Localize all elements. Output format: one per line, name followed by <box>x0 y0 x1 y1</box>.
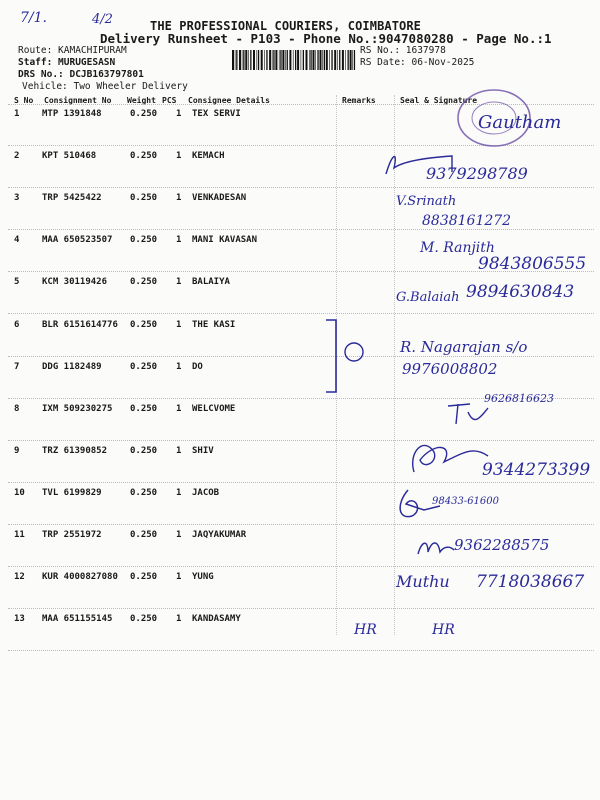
row-weight: 0.250 <box>130 319 158 330</box>
signature-row-3: V.Srinath <box>396 194 457 209</box>
rs-no-field: RS No.: 1637978 <box>360 45 446 56</box>
row-divider <box>8 440 594 441</box>
row-consignment-no: MTP 1391848 <box>42 109 102 119</box>
row-pcs: 1 <box>176 487 182 498</box>
signature-scribble-row-9 <box>404 432 494 478</box>
route-field: Route: KAMACHIPURAM <box>18 45 127 56</box>
row-pcs: 1 <box>176 235 182 246</box>
row-consignee: JACOB <box>192 487 220 498</box>
row-weight: 0.250 <box>130 277 158 288</box>
col-header-sno: S No <box>14 96 34 105</box>
row-consignee: TEX SERVI <box>192 109 241 119</box>
row-weight: 0.250 <box>130 193 158 204</box>
signature-row-13: HR <box>432 622 455 638</box>
row-sno: 10 <box>14 487 25 498</box>
signature-row-12: Muthu <box>396 572 450 591</box>
row-consignee: VENKADESAN <box>192 193 247 204</box>
row-divider <box>8 313 594 314</box>
phone-row-11: 9362288575 <box>454 536 550 554</box>
row-pcs: 1 <box>176 109 182 119</box>
row-pcs: 1 <box>176 151 182 162</box>
row-pcs: 1 <box>176 572 182 583</box>
row-consignment-no: BLR 6151614776 <box>42 319 118 330</box>
row-sno: 4 <box>14 235 20 246</box>
row-consignee: JAQYAKUMAR <box>192 530 247 540</box>
row-sno: 2 <box>14 151 20 162</box>
row-weight: 0.250 <box>130 109 158 119</box>
row-weight: 0.250 <box>130 614 158 625</box>
row-weight: 0.250 <box>130 572 158 583</box>
row-divider <box>8 187 594 188</box>
phone-row-2: 9379298789 <box>426 164 528 183</box>
signature-scribble-row-10 <box>394 484 444 524</box>
col-header-weight: Weight <box>127 96 156 105</box>
row-divider <box>8 650 594 651</box>
row-consignee: WELCVOME <box>192 403 236 414</box>
row-consignee: KANDASAMY <box>192 614 241 625</box>
document-subtitle: Delivery Runsheet - P103 - Phone No.:9047080280 - Page No.:1 <box>100 31 552 46</box>
staff-field: Staff: MURUGESASN <box>18 57 116 68</box>
row-consignment-no: KPT 510468 <box>42 151 97 162</box>
row-consignment-no: KCM 30119426 <box>42 277 108 288</box>
row-consignment-no: TRZ 61390852 <box>42 445 108 456</box>
row-consignment-no: KUR 4000827080 <box>42 572 118 583</box>
row-consignee: BALAIYA <box>192 277 230 288</box>
phone-row-7: 9976008802 <box>402 360 498 378</box>
row-weight: 0.250 <box>130 151 158 162</box>
row-weight: 0.250 <box>130 235 158 246</box>
row-sno: 1 <box>14 109 20 119</box>
row-consignment-no: TRP 2551972 <box>42 530 102 540</box>
signature-scribble-row-2 <box>382 148 472 178</box>
row-consignee: SHIV <box>192 445 214 456</box>
remark-row-13: HR <box>354 622 377 638</box>
row-pcs: 1 <box>176 445 182 456</box>
row-pcs: 1 <box>176 530 182 540</box>
row-pcs: 1 <box>176 361 182 372</box>
col-header-pcs: PCS <box>162 96 177 105</box>
handwritten-note-right: 4/2 <box>92 12 113 27</box>
row-pcs: 1 <box>176 193 182 204</box>
row-consignee: THE KASI <box>192 319 236 330</box>
row-sno: 8 <box>14 403 20 414</box>
col-header-consignee: Consignee Details <box>188 96 270 105</box>
col-header-remarks: Remarks <box>342 96 376 105</box>
row-weight: 0.250 <box>130 445 158 456</box>
row-divider <box>8 229 594 230</box>
row-weight: 0.250 <box>130 487 158 498</box>
row-sno: 3 <box>14 193 20 204</box>
row-sno: 13 <box>14 614 25 625</box>
row-consignment-no: MAA 650523507 <box>42 235 113 246</box>
phone-row-5: 9894630843 <box>466 282 575 302</box>
row-consignee: MANI KAVASAN <box>192 235 258 246</box>
rs-date-field: RS Date: 06-Nov-2025 <box>360 57 475 68</box>
col-header-consignment: Consignment No <box>44 96 112 105</box>
handwritten-note-left: 7/1. <box>20 10 47 26</box>
row-pcs: 1 <box>176 319 182 330</box>
row-sno: 7 <box>14 361 20 372</box>
row-consignment-no: DDG 1182489 <box>42 361 102 372</box>
row-consignment-no: IXM 509230275 <box>42 403 113 414</box>
phone-row-10: 98433-61600 <box>432 496 500 507</box>
phone-row-3: 8838161272 <box>422 213 512 229</box>
col-header-seal: Seal & Signature <box>400 96 478 105</box>
row-sno: 9 <box>14 445 20 456</box>
bracket-mark <box>322 316 372 396</box>
row-consignee: KEMACH <box>192 151 225 162</box>
phone-row-12: 7718038667 <box>476 572 585 592</box>
row-pcs: 1 <box>176 614 182 625</box>
signature-scribble-row-8 <box>444 398 494 428</box>
row-consignee: YUNG <box>192 572 214 583</box>
row-sno: 6 <box>14 319 20 330</box>
signature-scribble-row-11 <box>414 534 456 560</box>
row-divider <box>8 524 594 525</box>
row-consignment-no: TRP 5425422 <box>42 193 102 204</box>
row-divider <box>8 608 594 609</box>
row-consignment-no: MAA 651155145 <box>42 614 113 625</box>
row-divider <box>8 566 594 567</box>
row-pcs: 1 <box>176 403 182 414</box>
drs-field: DRS No.: DCJB163797801 <box>18 69 144 80</box>
phone-row-4: 9843806555 <box>478 254 587 274</box>
row-sno: 5 <box>14 277 20 288</box>
signature-row-5: G.Balaiah <box>396 290 460 305</box>
row-pcs: 1 <box>176 277 182 288</box>
signature-row-7: R. Nagarajan s/o <box>400 338 528 356</box>
row-weight: 0.250 <box>130 403 158 414</box>
signature-row-4: M. Ranjith <box>420 240 495 256</box>
row-weight: 0.250 <box>130 530 158 540</box>
row-sno: 12 <box>14 572 25 583</box>
row-sno: 11 <box>14 530 25 540</box>
row-consignment-no: TVL 6199829 <box>42 487 102 498</box>
barcode-image <box>232 50 356 70</box>
phone-row-9: 9344273399 <box>482 460 591 480</box>
row-consignee: DO <box>192 361 203 372</box>
signature-row-1: Gautham <box>478 112 562 133</box>
document-title: THE PROFESSIONAL COURIERS, COIMBATORE <box>150 19 422 33</box>
row-weight: 0.250 <box>130 361 158 372</box>
row-divider <box>8 482 594 483</box>
vehicle-field: Vehicle: Two Wheeler Delivery <box>22 81 188 92</box>
phone-row-8: 9626816623 <box>484 392 554 405</box>
